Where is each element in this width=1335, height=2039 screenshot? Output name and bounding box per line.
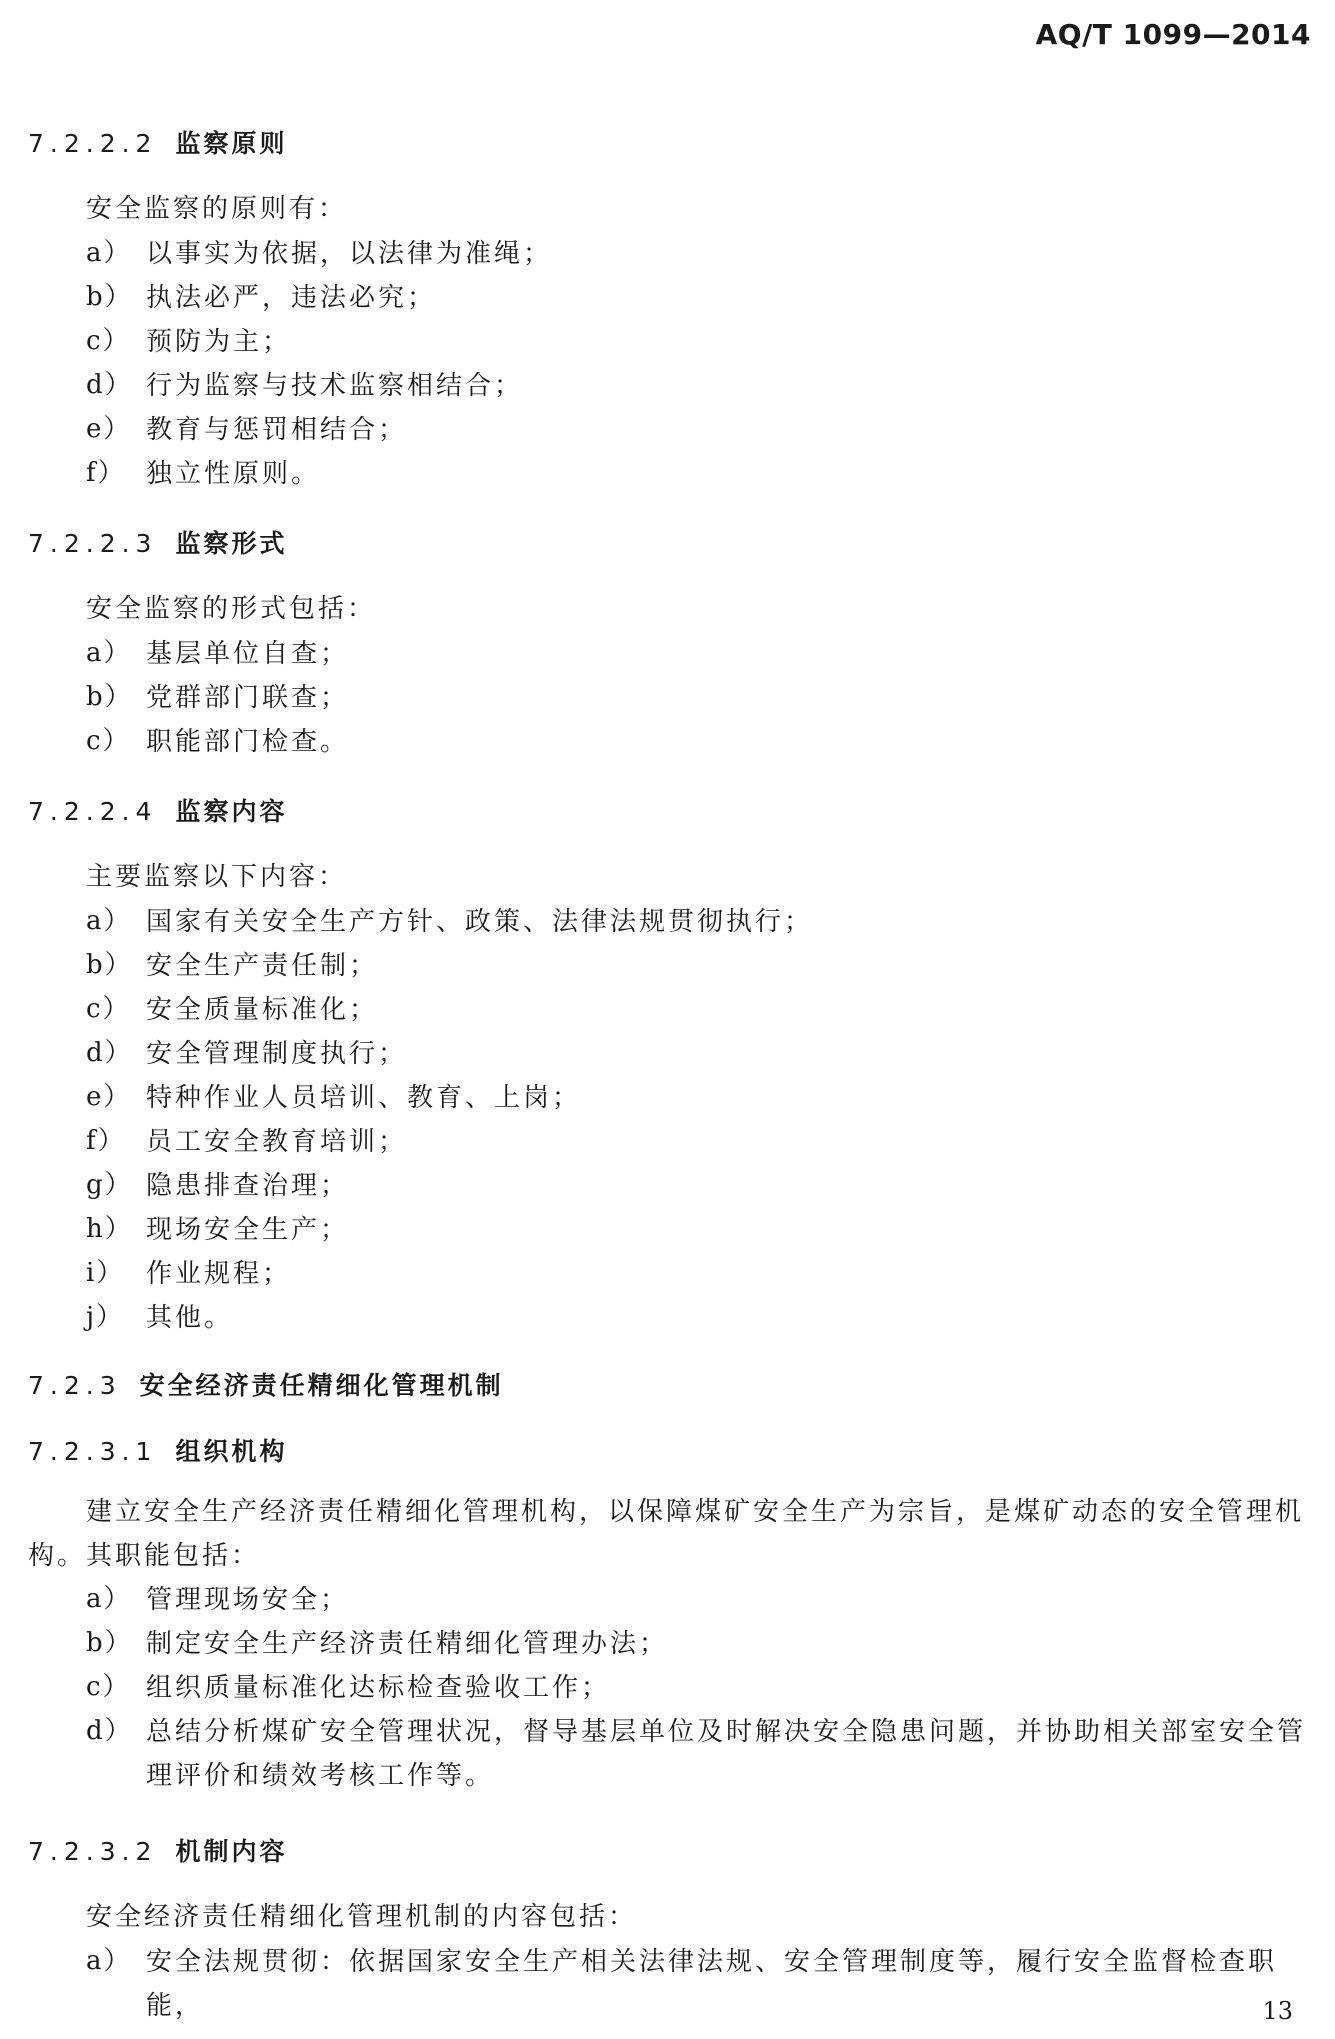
list-label: f）	[86, 1126, 126, 1156]
section-heading-7-2-2-3	[28, 524, 287, 560]
list-label: h）	[86, 1214, 133, 1244]
section-title: 监察形式	[175, 529, 288, 558]
list-text: 预防为主；	[146, 327, 292, 357]
list-label: c）	[86, 326, 131, 356]
list-text: 安全法规贯彻：依据国家安全生产相关法律法规、安全管理制度等，履行安全监督检查职能，	[146, 1947, 1278, 2021]
section-number: 7.2.2.4	[28, 797, 158, 826]
section-title: 组织机构	[175, 1437, 288, 1466]
section-title: 机制内容	[175, 1837, 288, 1866]
list-item	[86, 320, 1313, 364]
document-header-id: AQ/T 1099—2014	[1035, 18, 1311, 51]
section-paragraph: 建立安全生产经济责任精细化管理机构，以保障煤矿安全生产为宗旨，是煤矿动态的安全管理机构。其职能包括：	[28, 1497, 1305, 1571]
section-heading-7-2-2-4	[28, 792, 287, 828]
list-item	[86, 1164, 1313, 1208]
list-text: 国家有关安全生产方针、政策、法律法规贯彻执行；	[146, 907, 814, 937]
section-number: 7.2.3	[28, 1371, 122, 1400]
list-label: e）	[86, 1082, 132, 1112]
list-text: 党群部门联查；	[146, 683, 350, 713]
list-text: 基层单位自查；	[146, 639, 350, 669]
list-item	[86, 1666, 1313, 1710]
list-text: 教育与惩罚相结合；	[146, 415, 408, 445]
list-label: b）	[86, 682, 133, 712]
list-text: 安全质量标准化；	[146, 995, 379, 1025]
list-label: b）	[86, 282, 133, 312]
list-label: f）	[86, 458, 126, 488]
list-text: 现场安全生产；	[146, 1215, 350, 1245]
list-label: i）	[86, 1258, 125, 1288]
page-number: 13	[1262, 1997, 1293, 2025]
list-item	[86, 1622, 1313, 1666]
list-item	[86, 1252, 1313, 1296]
list-text: 职能部门检查。	[146, 727, 350, 757]
list-item	[86, 1208, 1313, 1252]
list-label: e）	[86, 414, 132, 444]
section-number: 7.2.2.2	[28, 129, 158, 158]
list-item	[86, 1076, 1313, 1120]
section-intro: 安全经济责任精细化管理机制的内容包括：	[86, 1902, 638, 1932]
list-label: a）	[86, 238, 132, 268]
list-text: 员工安全教育培训；	[146, 1127, 408, 1157]
list-label: d）	[86, 370, 133, 400]
section-heading-7-2-3-1	[28, 1432, 287, 1468]
list-item	[86, 1296, 1313, 1340]
list-label: d）	[86, 1716, 133, 1746]
list-item	[86, 1940, 1313, 2028]
list-label: a）	[86, 638, 132, 668]
section-number: 7.2.2.3	[28, 529, 158, 558]
list-label: c）	[86, 1672, 131, 1702]
list-label: j）	[86, 1302, 125, 1332]
list-text: 作业规程；	[146, 1259, 292, 1289]
section-intro: 主要监察以下内容：	[86, 862, 348, 892]
list-text: 制定安全生产经济责任精细化管理办法；	[146, 1629, 669, 1659]
list-text: 执法必严，违法必究；	[146, 283, 437, 313]
section-heading-7-2-2-2	[28, 124, 287, 160]
list-text: 独立性原则。	[146, 459, 321, 489]
section-intro: 安全监察的原则有：	[86, 194, 348, 224]
list-item	[86, 408, 1313, 452]
list-text: 以事实为依据，以法律为准绳；	[146, 239, 553, 269]
list-item	[86, 452, 1313, 496]
list-label: b）	[86, 950, 133, 980]
section-title: 安全经济责任精细化管理机制	[139, 1371, 504, 1400]
list-item	[86, 232, 1313, 276]
list-label: a）	[86, 1946, 132, 1976]
list-text: 总结分析煤矿安全管理状况，督导基层单位及时解决安全隐患问题，并协助相关部室安全管理评价和绩效考核工作等。	[146, 1717, 1307, 1791]
list-item	[86, 1578, 1313, 1622]
list-item	[86, 276, 1313, 320]
list-item	[86, 944, 1313, 988]
list-text: 安全管理制度执行；	[146, 1039, 408, 1069]
list-label: c）	[86, 726, 131, 756]
list-item	[86, 720, 1313, 764]
list-label: d）	[86, 1038, 133, 1068]
list-text: 管理现场安全；	[146, 1585, 350, 1615]
list-label: a）	[86, 906, 132, 936]
list-item	[86, 988, 1313, 1032]
list-item	[86, 900, 1313, 944]
section-number: 7.2.3.2	[28, 1837, 158, 1866]
list-item	[86, 632, 1313, 676]
list-label: a）	[86, 1584, 132, 1614]
list-item	[86, 1032, 1313, 1076]
list-item	[86, 1120, 1313, 1164]
list-text: 组织质量标准化达标检查验收工作；	[146, 1673, 611, 1703]
section-heading-7-2-3-2	[28, 1832, 287, 1868]
list-item	[86, 1710, 1313, 1798]
list-text: 行为监察与技术监察相结合；	[146, 371, 524, 401]
list-item	[86, 676, 1313, 720]
section-title: 监察内容	[175, 797, 288, 826]
section-heading-7-2-3	[28, 1366, 504, 1402]
list-label: b）	[86, 1628, 133, 1658]
section-intro: 安全监察的形式包括：	[86, 594, 377, 624]
list-item	[86, 364, 1313, 408]
section-number: 7.2.3.1	[28, 1437, 158, 1466]
list-text: 隐患排查治理；	[146, 1171, 350, 1201]
list-text: 其他。	[146, 1303, 234, 1333]
list-text: 安全生产责任制；	[146, 951, 379, 981]
section-title: 监察原则	[175, 129, 288, 158]
list-label: g）	[86, 1170, 133, 1200]
list-label: c）	[86, 994, 131, 1024]
list-text: 特种作业人员培训、教育、上岗；	[146, 1083, 582, 1113]
